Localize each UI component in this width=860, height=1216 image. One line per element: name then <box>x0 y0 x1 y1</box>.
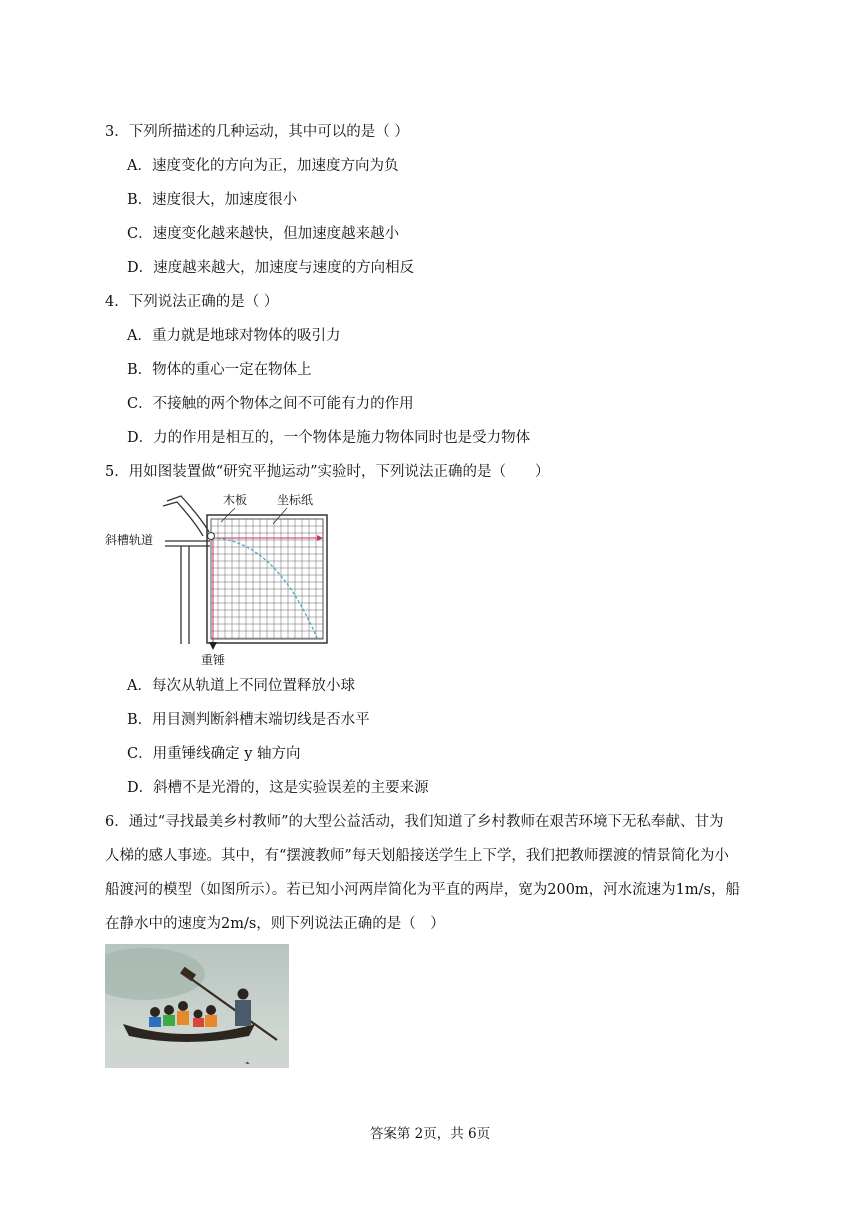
question-3-option-d: D．速度越来越大，加速度与速度的方向相反 <box>127 260 415 276</box>
question-4-option-a: A．重力就是地球对物体的吸引力 <box>127 328 341 344</box>
question-4-option-b: B．物体的重心一定在物体上 <box>127 362 312 378</box>
child-head <box>194 1010 203 1019</box>
child-head <box>206 1005 216 1015</box>
question-5-option-a: A．每次从轨道上不同位置释放小球 <box>127 678 355 694</box>
paper-label: 坐标纸 <box>277 493 314 507</box>
question-3-option-b: B．速度很大，加速度很小 <box>127 192 298 208</box>
question-5-option-b: B．用目测判断斜槽末端切线是否水平 <box>127 712 370 728</box>
child-body <box>177 1011 189 1025</box>
plumb-weight <box>209 642 217 650</box>
ferry-boat-photo <box>105 944 289 1068</box>
child-body <box>149 1017 161 1027</box>
child-body <box>193 1018 204 1027</box>
page-footer: 答案第 2页，共 6页 <box>369 1126 491 1142</box>
question-6-line-1: 6．通过“寻找最美乡村教师”的大型公益活动，我们知道了乡村教师在艰苦环境下无私奉献、甘为 <box>105 814 724 830</box>
question-4-option-d: D．力的作用是相互的，一个物体是施力物体同时也是受力物体 <box>127 430 531 446</box>
child-body <box>205 1015 217 1027</box>
question-4-option-c: C．不接触的两个物体之间不可能有力的作用 <box>127 396 414 412</box>
child-head <box>164 1005 174 1015</box>
teacher-head <box>238 989 249 1000</box>
question-4-stem: 4．下列说法正确的是（ ） <box>105 294 279 310</box>
track-lower <box>163 502 203 536</box>
teacher-body <box>235 1000 251 1026</box>
weight-label: 重锤 <box>201 653 226 667</box>
track-label: 斜槽轨道 <box>105 533 154 547</box>
question-6-line-2: 人梯的感人事迹。其中，有“摆渡教师”每天划船接送学生上下学，我们把教师摆渡的情景简化为小 <box>105 848 729 864</box>
question-3-option-a: A．速度变化的方向为正，加速度方向为负 <box>127 158 399 174</box>
board-label: 木板 <box>223 493 248 507</box>
question-6-line-4: 在静水中的速度为2m/s，则下列说法正确的是（ ） <box>105 916 445 932</box>
child-head <box>150 1007 160 1017</box>
photo-mark: ❧ <box>245 1060 251 1067</box>
question-3-stem: 3．下列所描述的几种运动，其中可以的是（ ） <box>105 124 409 140</box>
question-6-line-3: 船渡河的模型（如图所示）。若已知小河两岸简化为平直的两岸，宽为200m，河水流速为1m/s，船 <box>105 882 740 898</box>
projectile-apparatus-figure <box>105 492 335 668</box>
apparatus-diagram <box>105 492 335 668</box>
question-5-stem: 5．用如图装置做“研究平抛运动”实验时，下列说法正确的是（ ） <box>105 464 550 480</box>
ferry-boat-illustration <box>105 944 289 1068</box>
child-body <box>163 1015 175 1026</box>
ball <box>208 533 215 540</box>
question-5-option-c: C．用重锤线确定 y 轴方向 <box>127 746 301 762</box>
question-3-option-c: C．速度变化越来越快，但加速度越来越小 <box>127 226 400 242</box>
question-5-option-d: D．斜槽不是光滑的，这是实验误差的主要来源 <box>127 780 429 796</box>
child-head <box>178 1001 188 1011</box>
